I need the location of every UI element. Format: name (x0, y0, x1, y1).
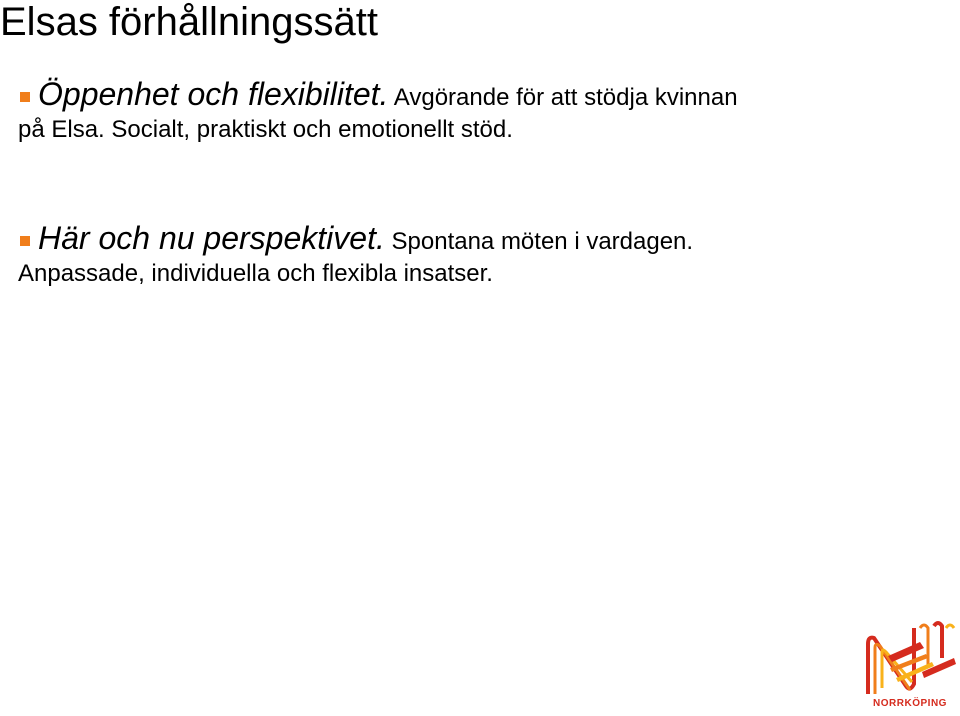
logo-wordmark: NORRKÖPING (873, 698, 947, 709)
norrkoping-logo (862, 618, 958, 714)
slide-title: Elsas förhållningssätt (0, 0, 378, 44)
bullet-text-2 (18, 222, 738, 290)
bullet-body-1: Avgörande för att stödja kvinnan på Elsa. Socialt, praktiskt och emotionellt stöd. (18, 84, 738, 143)
square-bullet-icon (20, 92, 30, 102)
bullet-item-1 (18, 78, 738, 146)
bullet-text-1 (18, 78, 738, 146)
bullet-item-2 (18, 222, 738, 290)
bullet-body-2: Spontana möten i vardagen. Anpassade, individuella och flexibla insatser. (18, 228, 694, 287)
bullet-lead-1: Öppenhet och flexibilitet. (38, 76, 389, 112)
square-bullet-icon (20, 236, 30, 246)
bullet-list (18, 78, 738, 290)
bullet-lead-2: Här och nu perspektivet. (38, 220, 385, 256)
norrkoping-logo-mark-icon (862, 618, 958, 698)
